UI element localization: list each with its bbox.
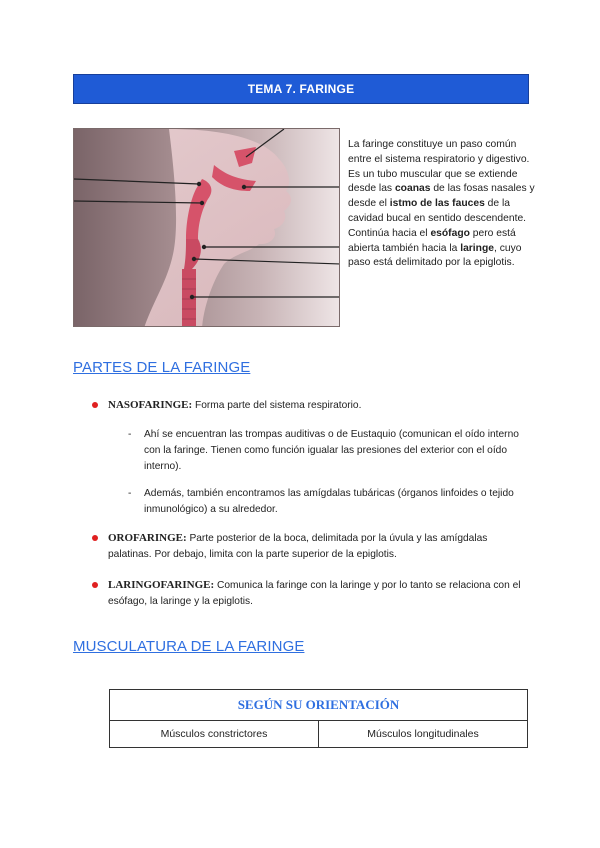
intro-paragraph: La faringe constituye un paso común entre el sistema respiratorio y digestivo. Es un tubo muscular que se extiende desde las coanas de las fosas nasales y desde el istmo de las fauces de la cavidad bucal en sentido descendente. Continúa hacia el esófago pero está abierta también hacia la laringe, cuyo paso está delimitado por la epiglotis. (348, 139, 535, 269)
orientation-table (109, 689, 528, 748)
table-cell-longitudinales: Músculos longitudinales (319, 721, 528, 748)
title-banner (73, 74, 529, 104)
list-item-laringofaringe: LARINGOFARINGE: Comunica la faringe con la laringe y por lo tanto se relaciona con el esófago, la laringe y la epiglotis. (92, 577, 524, 610)
table-header: SEGÚN SU ORIENTACIÓN (110, 690, 528, 721)
dash-marker: - (128, 488, 132, 499)
section-heading-partes: PARTES DE LA FARINGE (73, 359, 251, 376)
sub-item-trompas: - Ahí se encuentran las trompas auditivas o de Eustaquio (comunican el oído interno con la faringe. Tienen como función igualar las presiones del exterior con el oído interno). (128, 429, 519, 472)
page-title: TEMA 7. FARINGE (247, 82, 355, 96)
list-item-orofaringe: OROFARINGE: Parte posterior de la boca, delimitada por la úvula y las amígdalas palatinas. Por debajo, limita con la parte superior de la epiglotis. (92, 530, 524, 563)
term-laringe: laringe (460, 242, 494, 254)
bullet-icon (92, 402, 98, 408)
sub-item-amigdalas: - Además, también encontramos las amígdalas tubáricas (órganos linfoides o tejido inmunológico) a su alrededor. (128, 488, 514, 515)
table-row (110, 721, 528, 748)
term-esofago: esófago (430, 227, 470, 239)
bullet-icon (92, 582, 98, 588)
pharynx-anatomy-image (74, 129, 340, 327)
section-heading-musculatura: MUSCULATURA DE LA FARINGE (73, 638, 305, 655)
list-item-nasofaringe: NASOFARINGE: Forma parte del sistema respiratorio. (92, 397, 524, 414)
term-coanas: coanas (394, 183, 431, 195)
term-istmo: istmo de las fauces (389, 198, 485, 210)
pharynx-illustration (73, 128, 340, 327)
table-cell-constrictores: Músculos constrictores (110, 721, 319, 748)
bullet-icon (92, 535, 98, 541)
dash-marker: - (128, 429, 132, 440)
